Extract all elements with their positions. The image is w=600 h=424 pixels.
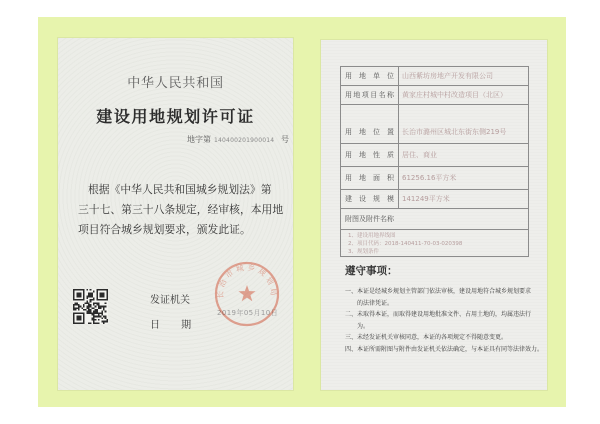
attachment-item: 1、建设用地界线图 [348,233,396,239]
attachments-list [341,230,529,257]
official-seal [213,260,281,328]
attachment-item: 2、项目代码：2018-140411-70-03-020398 [348,241,463,247]
land-area-value: 61256.16平方米 [399,167,529,190]
seal-text-path: 长治市城乡规划局 [215,262,279,299]
table-row [341,209,529,230]
land-location-value: 长治市潞州区城北东街东侧219号 [399,105,529,144]
table-row [341,67,529,86]
land-user-label: 用 地 单 位 [341,67,399,86]
legal-basis-line: 项目符合城乡规划要求，颁发此证。 [78,223,251,236]
construction-scale-label: 建 设 规 模 [341,190,399,209]
table-row [341,86,529,105]
project-name-value: 黄家庄村城中村改造项目（北区） [399,86,529,105]
table-row [341,105,529,144]
project-name-label: 用地项目名称 [341,86,399,105]
notice-title: 遵守事项： [345,265,398,277]
land-area-label: 用 地 面 积 [341,167,399,190]
qr-code [73,289,108,324]
permit-number: 140400201900014 [214,137,275,144]
land-use-type-value: 居住、商业 [399,144,529,167]
issue-date-label: 日 期 [150,320,192,331]
permit-title: 建设用地规划许可证 [96,107,255,126]
table-row [341,144,529,167]
permit-details-table [340,66,529,257]
table-row [341,190,529,209]
permit-number-suffix: 号 [281,135,289,144]
permit-details-page [321,40,547,390]
notice-item-line: 四、本证所需附图与附件由发证机关依法确定，与本证具有同等法律效力。 [345,345,544,353]
table-row [341,167,529,190]
issue-date: 2019年05月10日 [217,309,279,317]
attachment-item: 3、规划条件 [348,249,379,255]
legal-basis-line: 根据《中华人民共和国城乡规划法》第 [88,183,272,196]
attachments-label: 附图及附件名称 [341,209,529,230]
issuing-authority-label: 发证机关 [150,295,190,306]
permit-number-prefix: 地字第 [187,135,211,144]
table-row [341,230,529,257]
permit-cover-page [58,38,293,390]
notice-item-line: 一、本证是经城乡规划主管部门依法审核，建设用地符合城乡规划要求 [345,288,532,295]
notice-item-line: 为。 [357,322,370,330]
land-user-value: 山西紫坊房地产开发有限公司 [399,67,529,86]
legal-basis-line: 三十七、第三十八条规定，经审核，本用地 [78,203,284,216]
construction-scale-value: 141249平方米 [399,190,529,209]
land-location-label: 用 地 位 置 [341,105,399,144]
notice-item-line: 的法律凭证。 [357,299,394,307]
notice-list [345,286,547,356]
star-icon [238,285,255,301]
notice-item-line: 二、未取得本证，而取得建设用地批准文件、占用土地的，均属违法行 [345,311,532,319]
notice-item-line: 三、未经发证机关审核同意，本证的各项规定不得随意变更。 [345,334,508,342]
land-use-type-label: 用 地 性 质 [341,144,399,167]
country-name: 中华人民共和国 [127,76,224,91]
